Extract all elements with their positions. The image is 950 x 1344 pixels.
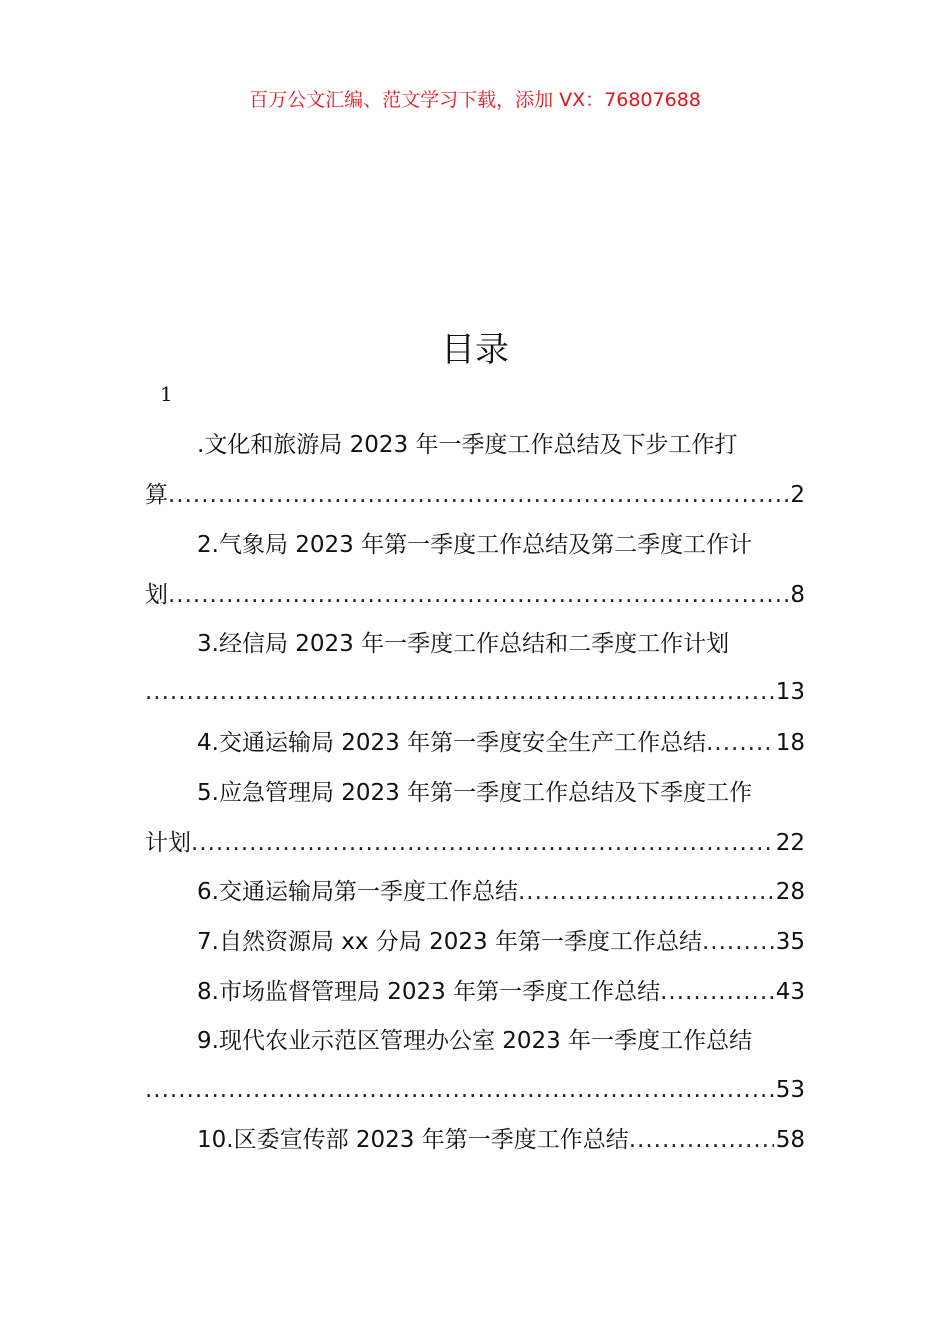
toc-leader-dots xyxy=(145,675,774,709)
toc-entry-7[interactable] xyxy=(145,925,805,959)
toc-leader-dots xyxy=(168,478,788,512)
toc-leader-dots xyxy=(191,826,774,860)
toc-entry-5-page: 22 xyxy=(775,830,805,856)
toc-entry-2-line2[interactable] xyxy=(145,578,805,612)
toc-leader-dots xyxy=(629,1123,774,1157)
toc-entry-1-page: 2 xyxy=(790,482,805,508)
toc-entry-2-line1[interactable] xyxy=(145,528,805,562)
toc-entry-3-line2[interactable] xyxy=(145,675,805,709)
toc-entry-6-title: 6.交通运输局第一季度工作总结 xyxy=(197,879,518,905)
toc-entry-6[interactable] xyxy=(145,875,805,909)
toc-leader-dots xyxy=(518,875,774,909)
toc-entry-1-line2[interactable] xyxy=(145,478,805,512)
toc-entry-9-page: 53 xyxy=(775,1077,805,1103)
toc-entry-10-title: 10.区委宣传部 2023 年第一季度工作总结 xyxy=(197,1127,629,1153)
toc-entry-10-page: 58 xyxy=(775,1127,805,1153)
toc-entry-1-line1[interactable] xyxy=(145,428,805,462)
toc-entry-2-title-cont: 划 xyxy=(145,582,168,608)
toc-leader-dots xyxy=(660,975,774,1009)
toc-leader-dots xyxy=(706,726,774,760)
toc-entry-3-title: 3.经信局 2023 年一季度工作总结和二季度工作计划 xyxy=(197,631,730,657)
toc-entry-5-line2[interactable] xyxy=(145,826,805,860)
toc-entry-9-line2[interactable] xyxy=(145,1073,805,1107)
toc-leader-dots xyxy=(168,578,788,612)
toc-entry-4[interactable] xyxy=(145,726,805,760)
toc-entry-6-page: 28 xyxy=(775,879,805,905)
toc-entry-5-title-cont: 计划 xyxy=(145,830,191,856)
page-title: 目录 xyxy=(441,330,509,370)
toc-leader-dots xyxy=(702,925,774,959)
toc-entry-3-page: 13 xyxy=(775,679,805,705)
toc-entry-8[interactable] xyxy=(145,975,805,1009)
toc-entry-4-page: 18 xyxy=(775,730,805,756)
toc-entry-1-title: .文化和旅游局 2023 年一季度工作总结及下步工作打 xyxy=(197,432,738,458)
toc-entry-3-line1[interactable] xyxy=(145,627,805,661)
toc-entry-7-page: 35 xyxy=(775,929,805,955)
list-marker: 1 xyxy=(160,382,173,406)
header-contact-note: 百万公文汇编、范文学习下载，添加 VX：76807688 xyxy=(249,89,701,111)
toc-entry-4-title: 4.交通运输局 2023 年第一季度安全生产工作总结 xyxy=(197,730,707,756)
toc-entry-7-title: 7.自然资源局 xx 分局 2023 年第一季度工作总结 xyxy=(197,929,702,955)
toc-entry-8-title: 8.市场监督管理局 2023 年第一季度工作总结 xyxy=(197,979,661,1005)
toc-entry-2-page: 8 xyxy=(790,582,805,608)
toc-entry-2-title: 2.气象局 2023 年第一季度工作总结及第二季度工作计 xyxy=(197,532,753,558)
toc-entry-5-title: 5.应急管理局 2023 年第一季度工作总结及下季度工作 xyxy=(197,780,753,806)
toc-entry-9-line1[interactable] xyxy=(145,1024,805,1058)
toc-entry-10[interactable] xyxy=(145,1123,805,1157)
toc-entry-5-line1[interactable] xyxy=(145,776,805,810)
toc-leader-dots xyxy=(145,1073,774,1107)
toc-entry-9-title: 9.现代农业示范区管理办公室 2023 年一季度工作总结 xyxy=(197,1028,753,1054)
toc-entry-1-title-cont: 算 xyxy=(145,482,168,508)
toc-entry-8-page: 43 xyxy=(775,979,805,1005)
